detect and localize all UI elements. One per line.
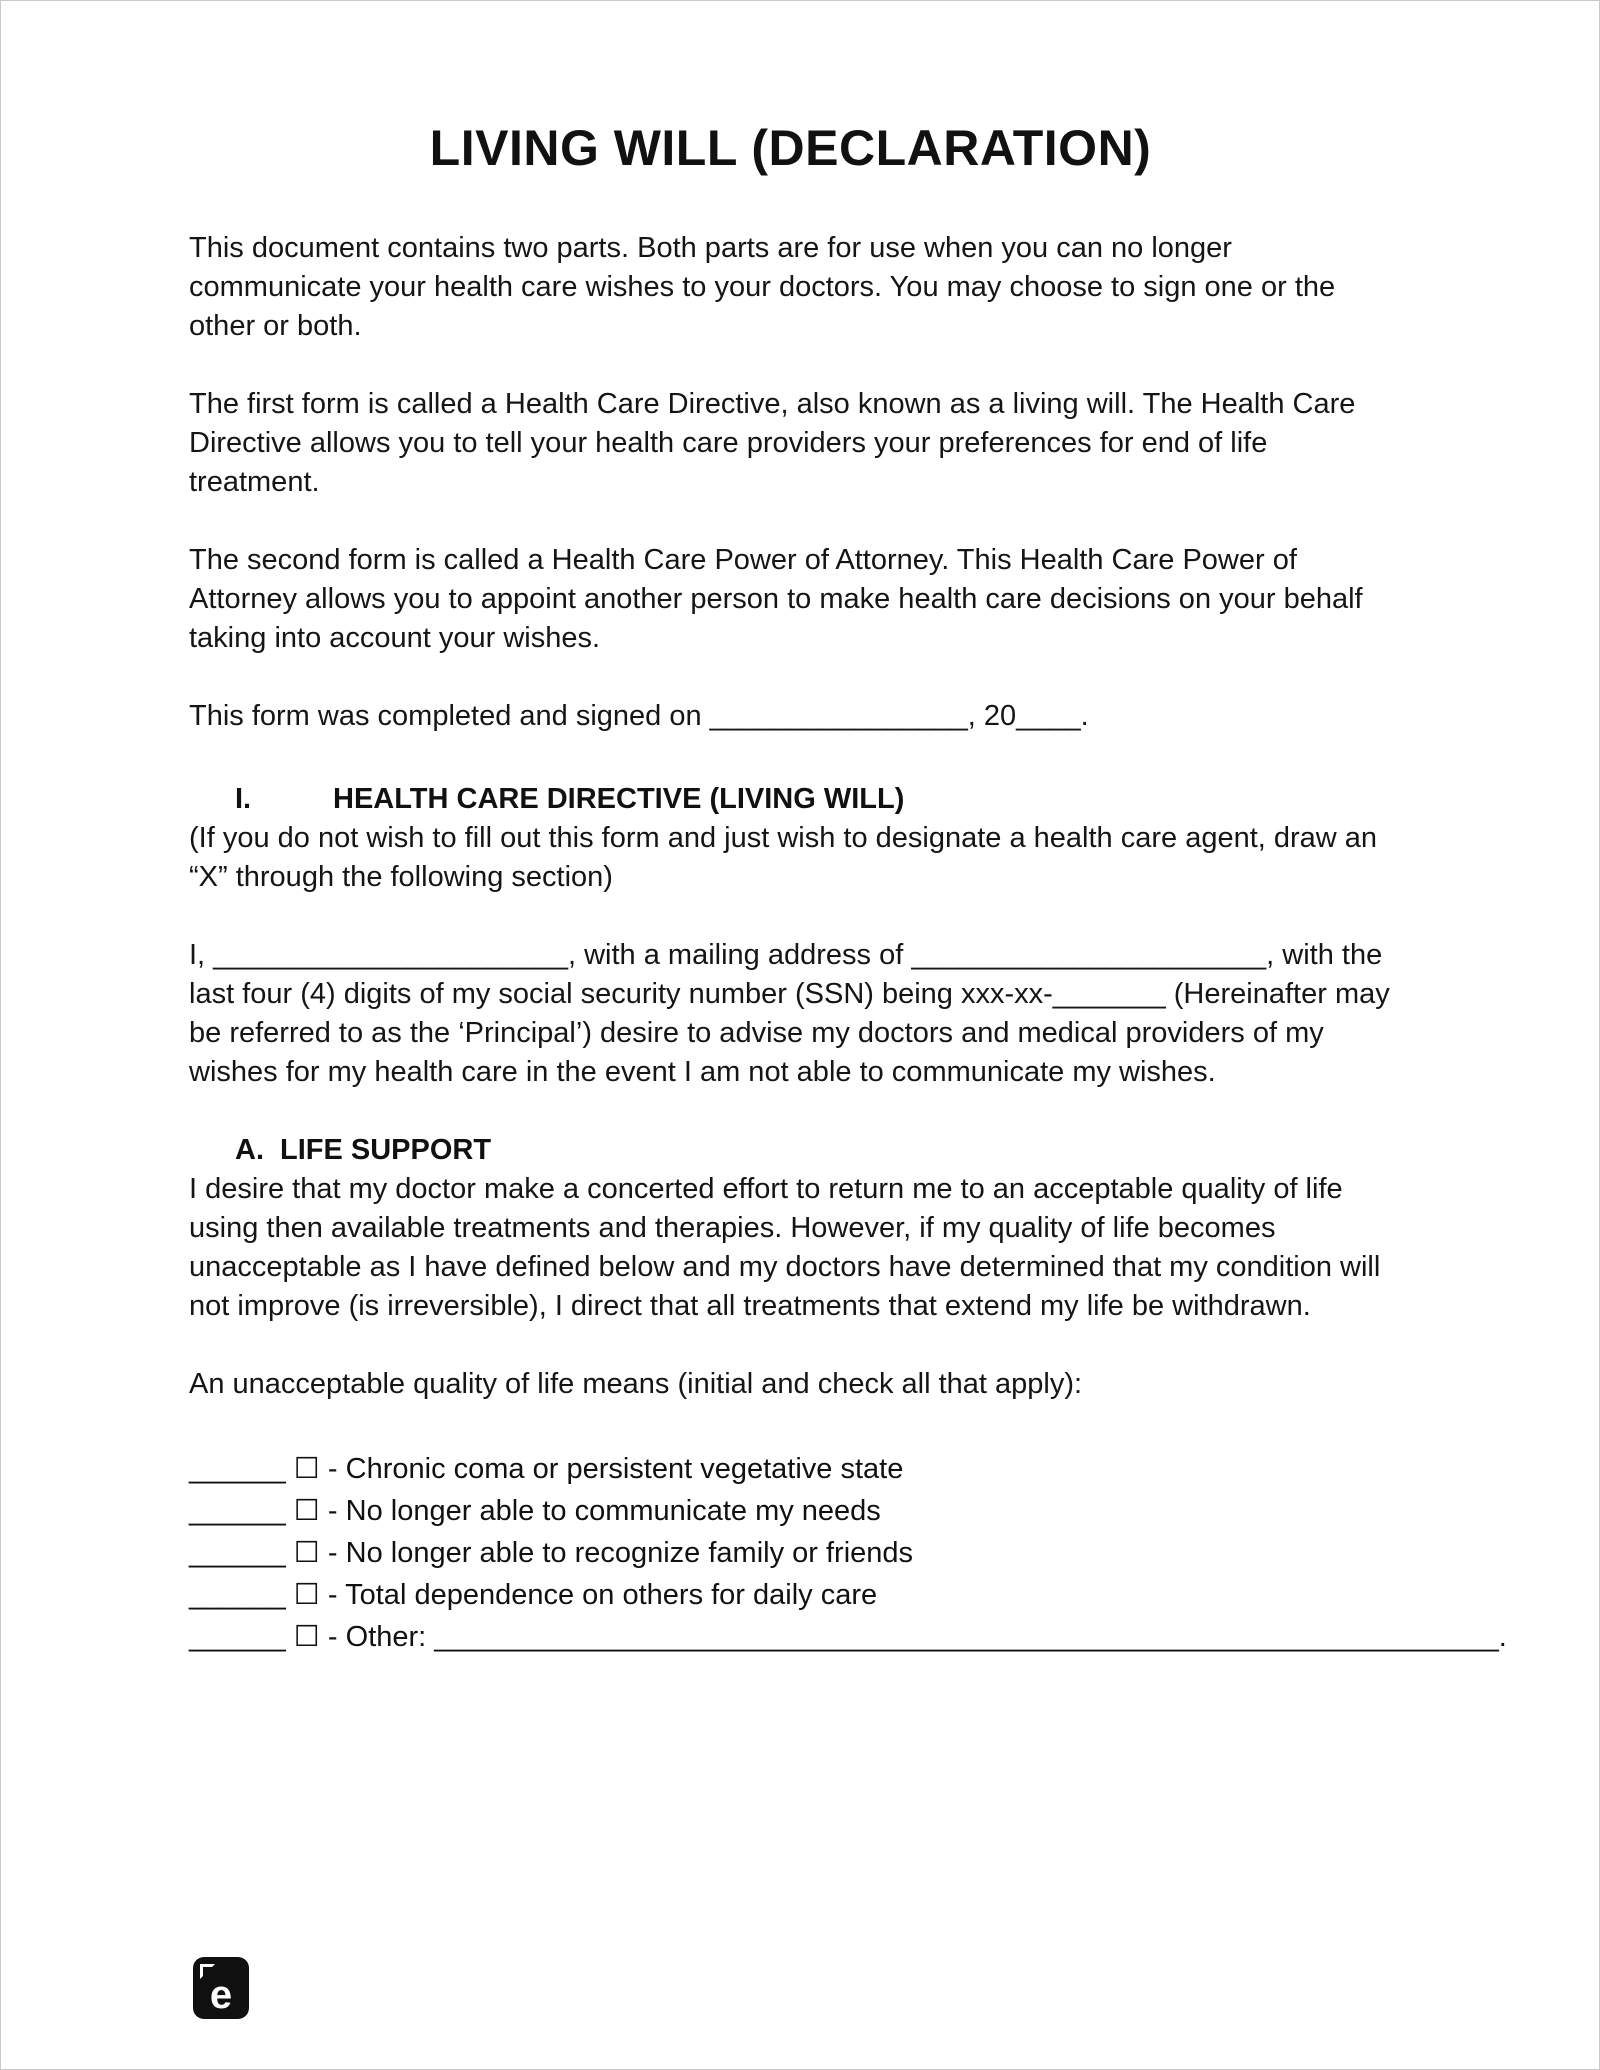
eforms-logo xyxy=(193,1957,249,2019)
checkbox-icon[interactable]: ☐ xyxy=(293,1619,320,1653)
intro-paragraph-2: The first form is called a Health Care Directive, also known as a living will. The Health Care Directive allows you to tell your health care providers your preferences for end of life treatment. xyxy=(189,388,1356,498)
signed-date-line: This form was completed and signed on ________________, 20____. xyxy=(189,700,1089,732)
page-title: LIVING WILL (DECLARATION) xyxy=(429,120,1152,176)
initial-blank[interactable]: ______ xyxy=(189,1453,286,1485)
initial-blank[interactable]: ______ xyxy=(189,1537,286,1569)
checklist-item-label: Chronic coma or persistent vegetative state xyxy=(345,1453,904,1485)
checklist-item-label: No longer able to recognize family or friends xyxy=(345,1537,914,1569)
dash: - xyxy=(327,1495,338,1527)
dash: - xyxy=(327,1579,338,1611)
section-1-heading xyxy=(189,780,1392,819)
dash: - xyxy=(327,1453,338,1485)
dash: - xyxy=(327,1621,338,1653)
logo-letter: e xyxy=(209,1973,233,2017)
checklist-item-label: No longer able to communicate my needs xyxy=(345,1495,881,1527)
intro-paragraph-1: This document contains two parts. Both parts are for use when you can no longer communicate your health care wishes to your doctors. You may choose to sign one or the other or both. xyxy=(189,232,1336,342)
checklist-item xyxy=(189,1616,1507,1658)
checkbox-icon[interactable]: ☐ xyxy=(293,1577,320,1611)
initial-blank[interactable]: ______ xyxy=(189,1579,286,1611)
life-support-heading xyxy=(189,1131,1392,1170)
checklist-item-label: Total dependence on others for daily care xyxy=(345,1579,878,1611)
life-support-title: LIFE SUPPORT xyxy=(280,1134,492,1166)
checklist xyxy=(189,1448,1507,1658)
section-1-title: HEALTH CARE DIRECTIVE (LIVING WILL) xyxy=(333,783,905,815)
checklist-item xyxy=(189,1448,1392,1490)
life-support-paragraph: I desire that my doctor make a concerted effort to return me to an acceptable quality of life using then available treatments and therapies. However, if my quality of life becomes unacceptable as I have defined below and my doctors have determined that my condition will not improve (is irreversible), I direct that all treatments that extend my life be withdrawn. xyxy=(189,1173,1381,1322)
checklist-item xyxy=(189,1490,1392,1532)
checkbox-icon[interactable]: ☐ xyxy=(293,1535,320,1569)
intro-paragraph-3: The second form is called a Health Care Power of Attorney. This Health Care Power of Attorney allows you to appoint another person to make health care decisions on your behalf taking into account your wishes. xyxy=(189,544,1363,654)
checklist-item xyxy=(189,1574,1392,1616)
section-1-number: I. xyxy=(235,783,252,815)
checklist-intro: An unacceptable quality of life means (initial and check all that apply): xyxy=(189,1368,1083,1400)
checklist-item xyxy=(189,1532,1392,1574)
initial-blank[interactable]: ______ xyxy=(189,1621,286,1653)
checkbox-icon[interactable]: ☐ xyxy=(293,1493,320,1527)
dash: - xyxy=(327,1537,338,1569)
section-1-note: (If you do not wish to fill out this form and just wish to designate a health care agent, draw an “X” through the following section) xyxy=(189,822,1378,893)
checklist-item-label: Other: __________________________________________________________________. xyxy=(345,1621,1507,1653)
checkbox-icon[interactable]: ☐ xyxy=(293,1451,320,1485)
principal-paragraph: I, ______________________, with a mailing address of ______________________, with the last four (4) digits of my social security number (SSN) being xxx-xx-_______ (Hereinafter may be referred to as the ‘Principal’) desire to advise my doctors and medical providers of my wishes for my health care in the event I am not able to communicate my wishes. xyxy=(189,939,1390,1088)
life-support-letter: A. xyxy=(235,1134,264,1166)
initial-blank[interactable]: ______ xyxy=(189,1495,286,1527)
